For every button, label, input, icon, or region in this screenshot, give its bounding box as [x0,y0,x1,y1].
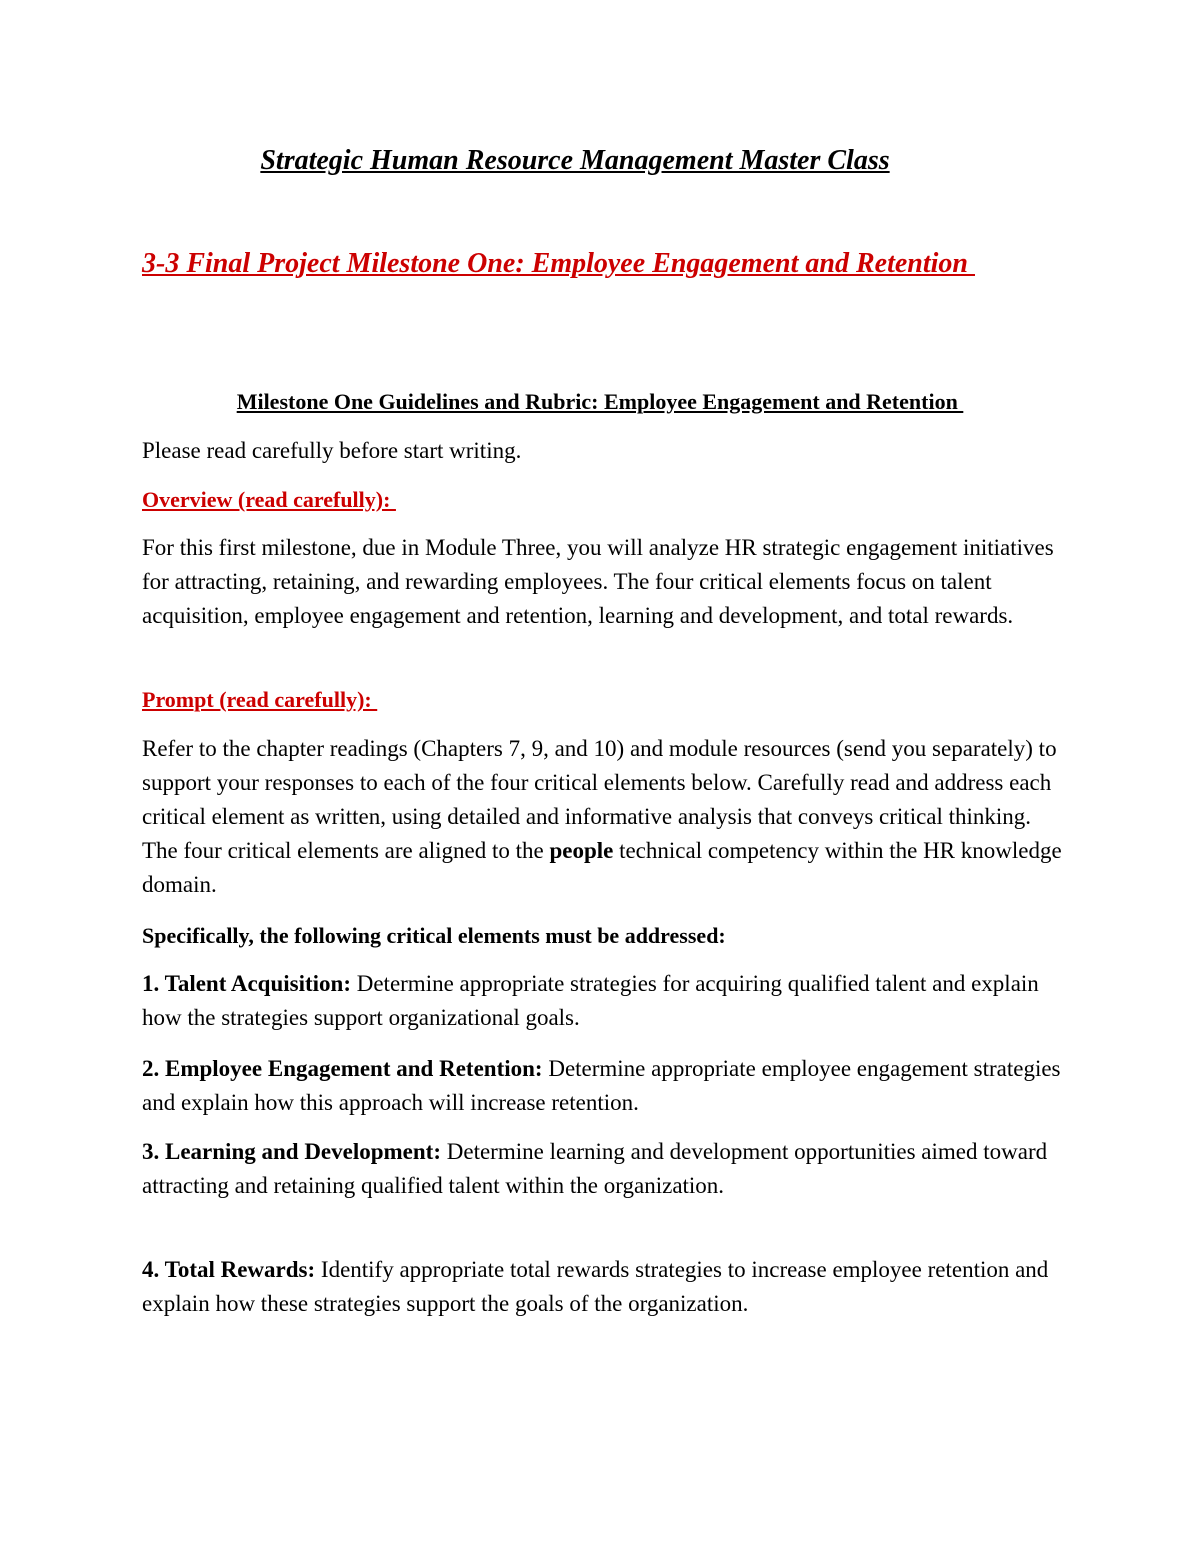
element-label: 2. Employee Engagement and Retention: [142,1056,543,1081]
milestone-title: 3-3 Final Project Milestone One: Employee Engagement and Retention [142,248,975,279]
overview-paragraph: For this first milestone, due in Module Three, you will analyze HR strategic engagement initiatives for attracting, retaining, and rewarding employees. The four critical elements focus on talent acquisition, employee engagement and retention, learning and development, and total rewards. [142,535,1054,628]
prompt-heading: Prompt (read carefully): [142,687,378,712]
prompt-text-before: Refer to the chapter readings (Chapters 7, 9, and 10) and module resources (send you separately) to support your responses to each of the four critical elements below. Carefully read and address each critical element as written, using detailed and informative analysis that conveys critical thinking. The four critical elements are aligned to the [142,736,1057,863]
instruction-text: Please read carefully before start writing. [142,438,522,463]
prompt-text-after: technical competency within the HR knowledge domain. [142,838,1062,897]
course-title: Strategic Human Resource Management Master Class [260,145,890,176]
prompt-paragraph [142,732,1072,902]
overview-heading: Overview (read carefully): [142,487,396,512]
prompt-text-bold: people [549,838,614,863]
element-text: Determine learning and development opportunities aimed toward attracting and retaining qualified talent within the organization. [142,1139,1048,1198]
guidelines-heading: Milestone One Guidelines and Rubric: Employee Engagement and Retention [236,389,964,414]
element-label: 3. Learning and Development: [142,1139,441,1164]
element-item [142,1052,1072,1120]
element-item [142,1253,1072,1321]
element-item [142,1135,1072,1203]
element-text: Determine appropriate employee engagement strategies and explain how this approach will increase retention. [142,1056,1061,1115]
element-text: Determine appropriate strategies for acquiring qualified talent and explain how the strategies support organizational goals. [142,971,1039,1030]
elements-intro: Specifically, the following critical elements must be addressed: [142,923,726,948]
element-item [142,967,1072,1035]
element-label: 1. Talent Acquisition: [142,971,351,996]
element-label: 4. Total Rewards: [142,1257,316,1282]
element-text: Identify appropriate total rewards strategies to increase employee retention and explain how these strategies support the goals of the organization. [142,1257,1049,1316]
